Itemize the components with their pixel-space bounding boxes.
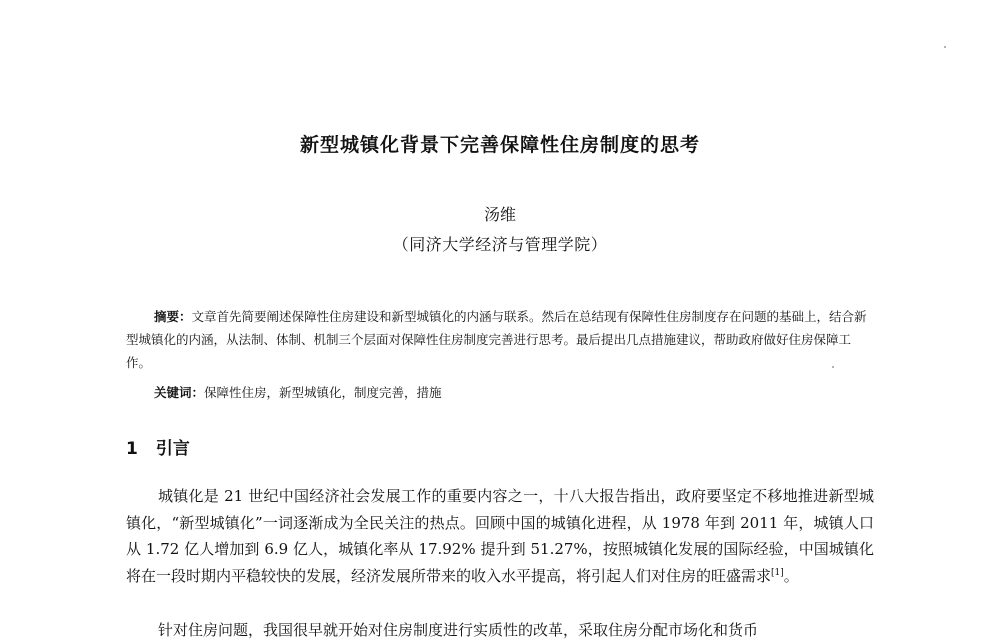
keywords-label: 关键词： — [154, 385, 205, 400]
author-name: 汤维 — [483, 205, 516, 224]
paragraph-1-text: 城镇化是 21 世纪中国经济社会发展工作的重要内容之一，十八大报告指出，政府要坚定不移地推进新型城镇化，“新型城镇化”一词逐渐成为全民关注的热点。回顾中国的城镇化进程，从 1978 年到 2011 年，城镇人口从 1.72 亿人增加到 6.9 亿人，城镇化率从 17.92% 提升到 51.27%，按照城镇化发展的国际经验，中国城镇化将在一段时期内平稳较快的发展，经济发展所带来的收入水平提高，将引起人们对住房的旺盛需求 — [126, 487, 874, 585]
body-paragraph-1 — [126, 483, 874, 589]
body-paragraph-2 — [126, 617, 874, 644]
abstract — [126, 305, 874, 374]
keywords-text: 保障性住房，新型城镇化，制度完善，措施 — [204, 385, 442, 400]
paragraph-1-end: 。 — [783, 566, 799, 585]
scan-speck — [944, 46, 946, 48]
section-heading — [126, 434, 190, 459]
keywords — [154, 383, 874, 401]
section-number: 1 — [126, 439, 138, 459]
citation-ref: [1] — [771, 567, 784, 578]
paper-title: 新型城镇化背景下完善保障性住房制度的思考 — [299, 134, 700, 156]
paragraph-2-text: 针对住房问题，我国很早就开始对住房制度进行实质性的改革，采取住房分配市场化和货币 — [158, 621, 759, 639]
author-affiliation: （同济大学经济与管理学院） — [392, 235, 608, 254]
section-title: 引言 — [155, 439, 190, 459]
abstract-label: 摘要： — [154, 309, 192, 324]
abstract-text: 文章首先简要阐述保障性住房建设和新型城镇化的内涵与联系。然后在总结现有保障性住房制度存在问题的基础上，结合新型城镇化的内涵，从法制、体制、机制三个层面对保障性住房制度完善进行思考。最后提出几点措施建议，帮助政府做好住房保障工作。 — [126, 309, 867, 370]
